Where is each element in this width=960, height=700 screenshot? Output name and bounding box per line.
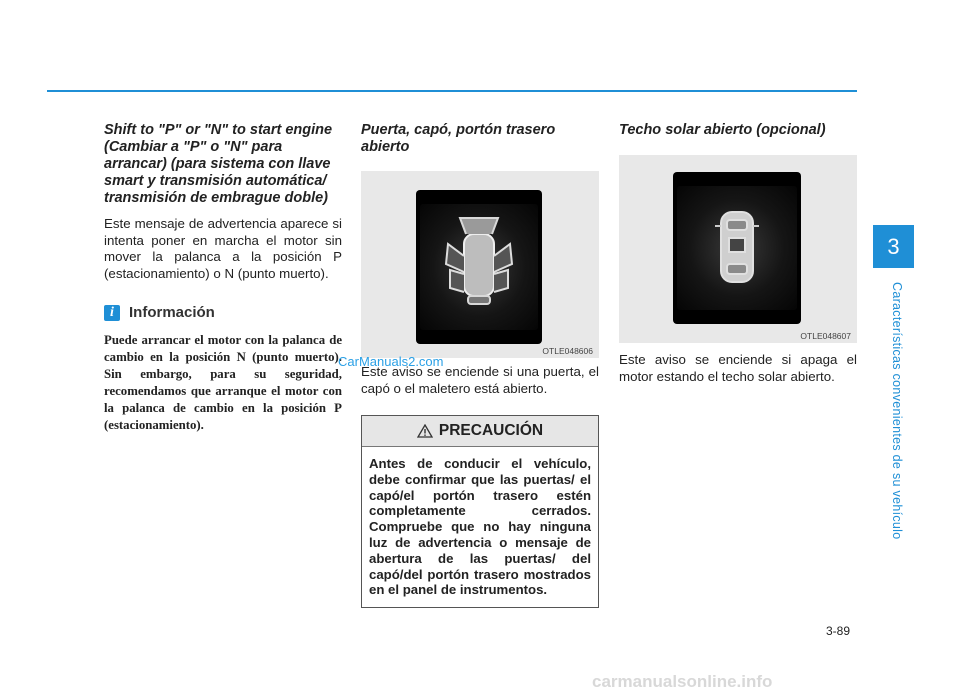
cluster-display (416, 190, 542, 344)
figure-code: OTLE048606 (542, 346, 593, 356)
chapter-tab: 3 (873, 225, 914, 268)
info-title: Información (129, 304, 215, 321)
section-heading-door: Puerta, capó, portón trasero abierto (361, 122, 556, 155)
caution-box (361, 415, 599, 608)
warning-triangle-icon (417, 424, 433, 438)
section-paragraph-door: Este aviso se enciende si una puerta, el capó o el maletero está abierto. (361, 364, 599, 396)
cluster-display (673, 172, 801, 324)
car-sunroof-icon (677, 186, 797, 310)
caution-header (362, 416, 598, 447)
page-number: 3-89 (826, 624, 851, 638)
caution-title: PRECAUCIÓN (438, 422, 544, 439)
info-icon: i (104, 305, 120, 321)
column-right (619, 122, 857, 385)
figure-door-open (361, 171, 599, 358)
chapter-title: Características convenientes de su vehículo (890, 282, 904, 540)
section-heading-sunroof: Techo solar abierto (opcional) (619, 122, 826, 138)
figure-sunroof-open (619, 155, 857, 343)
caution-text: Antes de conducir el vehículo, debe confirmar que las puertas/ el capó/el portón trasero estén completamente cerrados. Compruebe que no hay ninguna luz de advertencia o mensaje de abertura de las puertas/ del capó/del portón trasero mostrados en el panel de instrumentos. (369, 456, 591, 598)
section-paragraph-sunroof: Este aviso se enciende si apaga el motor estando el techo solar abierto. (619, 352, 857, 384)
header-rule (47, 90, 857, 92)
column-left (104, 122, 342, 434)
section-paragraph-shift: Este mensaje de advertencia aparece si intenta poner en marcha el motor sin mover la palanca a la posición P (estacionamiento) o N (punto muerto). (104, 216, 342, 281)
car-doors-open-icon (420, 204, 538, 330)
watermark-top[interactable]: CarManuals2.com (338, 354, 444, 369)
figure-code: OTLE048607 (800, 331, 851, 341)
info-header (104, 304, 342, 321)
section-heading-shift: Shift to "P" or "N" to start engine (Cambiar a "P" o "N" para arrancar) (para sistema con llave smart y transmisión automática/ transmisión de embrague doble) (104, 122, 333, 206)
watermark-bottom[interactable]: carmanualsonline.info (592, 672, 773, 691)
info-text: Puede arrancar el motor con la palanca de cambio en la posición N (punto muerto). Sin embargo, para su seguridad, recomendamos que arranque el motor con la palanca de cambio en la posición P (estacionamiento). (104, 333, 342, 432)
